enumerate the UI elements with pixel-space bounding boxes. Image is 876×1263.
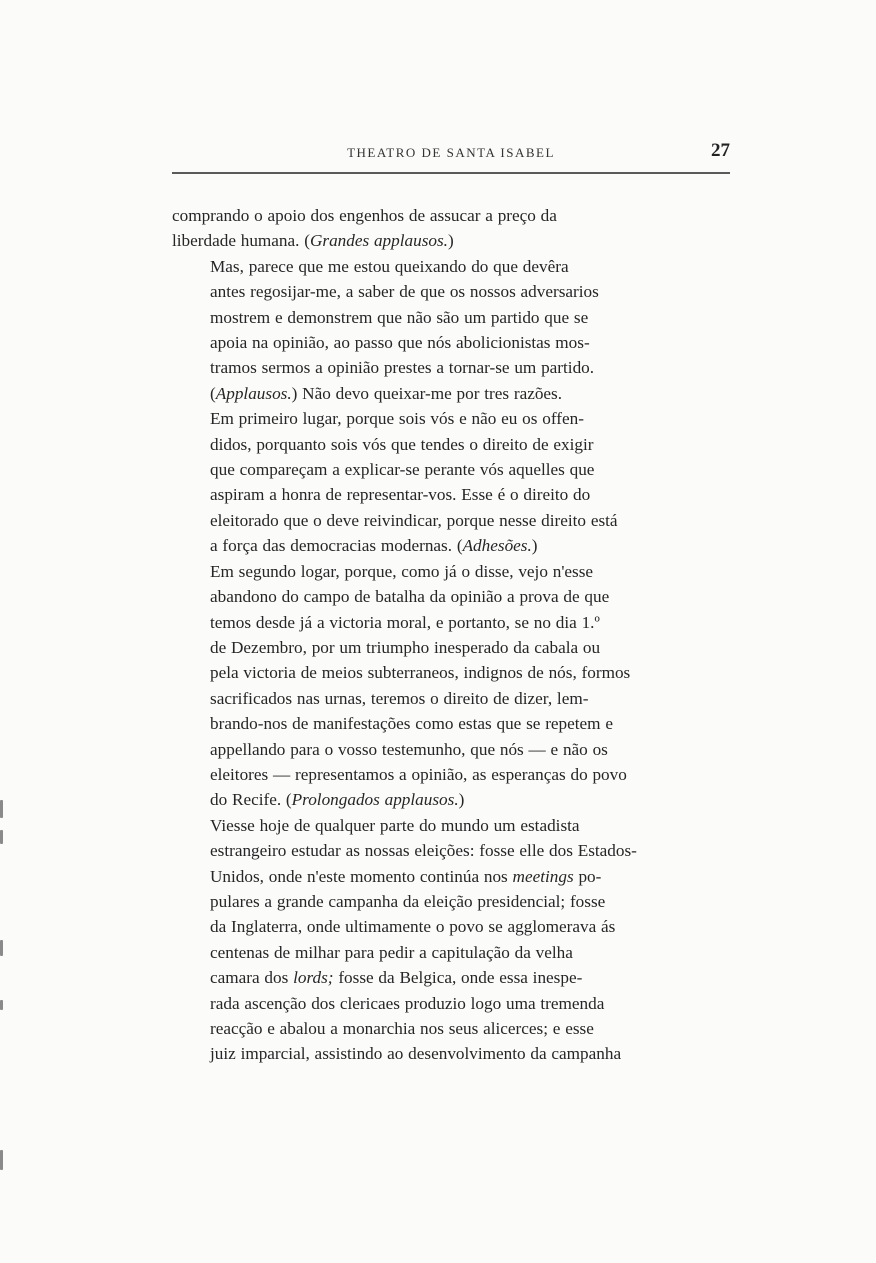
text-segment: a força das democracias modernas. ( [210,536,463,556]
body-text [172,203,730,1067]
paragraph [172,406,730,558]
text-segment: temos desde já a victoria moral, e portanto, se no dia 1.º [210,612,600,632]
binding-shadow-mark [0,830,3,844]
text-segment: ( [210,383,216,403]
text-segment: didos, porquanto sois vós que tendes o direito de exigir [210,434,594,454]
text-line [172,610,730,635]
italic-segment: Grandes applausos. [309,231,448,251]
text-segment: Em segundo logar, porque, como já o disse, vejo n'esse [210,561,594,581]
header-rule [172,172,730,174]
paragraph [172,254,730,406]
text-segment: da Inglaterra, onde ultimamente o povo se agglomerava ás [210,917,616,937]
text-segment: apoia na opinião, ao passo que nós abolicionistas mos- [210,333,590,353]
italic-segment: lords; [293,968,334,988]
text-segment: eleitorado que o deve reivindicar, porque nesse direito está [210,510,618,530]
text-segment: de Dezembro, por um triumpho inesperado da cabala ou [210,637,601,657]
text-segment: ) [531,536,538,556]
text-segment: Mas, parece que me estou queixando do que devêra [210,256,569,276]
paragraph [172,203,730,254]
text-segment: sacrificados nas urnas, teremos o direito de dizer, lem- [210,688,589,708]
italic-segment: Adhesões. [462,536,532,556]
text-segment: brando-nos de manifestações como estas que se repetem e [210,714,613,734]
binding-shadow-mark [0,1000,3,1010]
text-line [172,737,730,762]
text-line [172,660,730,685]
paragraph [172,813,730,1067]
italic-segment: Applausos. [215,383,292,403]
text-segment: Unidos, onde n'este momento continúa nos [210,866,513,886]
italic-segment: meetings [512,866,574,886]
text-line [172,432,730,457]
text-segment: aspiram a honra de representar-vos. Esse é o direito do [210,485,591,505]
text-segment: antes regosijar-me, a saber de que os nossos adversarios [210,282,599,302]
text-line [172,330,730,355]
text-line [172,355,730,380]
text-line [172,203,730,228]
text-segment: appellando para o vosso testemunho, que nós — e não os [210,739,608,759]
text-segment: ) Não devo queixar-me por tres razões. [291,383,563,403]
text-segment: reacção e abalou a monarchia nos seus alicerces; e esse [210,1019,594,1038]
text-segment: rada ascenção dos clericaes produzio logo uma tremenda [210,993,605,1013]
text-segment: tramos sermos a opinião prestes a tornar-se um partido. [210,358,595,378]
text-segment: do Recife. ( [210,790,292,810]
text-segment: que compareçam a explicar-se perante vós aquelles que [210,460,595,480]
text-line [172,965,730,990]
text-line [172,686,730,711]
text-line [172,457,730,482]
text-line [172,838,730,863]
text-segment: juiz imparcial, assistindo ao desenvolvimento da campanha [210,1044,622,1064]
text-line [172,762,730,787]
text-line [172,1041,730,1066]
text-line [172,864,730,889]
text-line [172,914,730,939]
text-segment: estrangeiro estudar as nossas eleições: fosse elle dos Estados- [210,841,637,861]
text-segment: camara dos [210,968,294,988]
text-line [172,1016,730,1041]
text-line [172,889,730,914]
running-title: THEATRO DE SANTA ISABEL [347,145,555,160]
text-line [172,279,730,304]
text-line [172,482,730,507]
text-line [172,228,730,253]
text-line [172,559,730,584]
text-segment: liberdade humana. ( [172,231,310,251]
page-number: 27 [711,140,730,161]
paragraph [172,559,730,813]
text-segment: comprando o apoio dos engenhos de assucar a preço da [172,206,557,225]
text-segment: ) [458,790,465,810]
text-line [172,711,730,736]
text-line [172,406,730,431]
text-line [172,991,730,1016]
text-line [172,381,730,406]
text-line [172,508,730,533]
text-segment: fosse da Belgica, onde essa inespe- [333,968,583,988]
text-line [172,635,730,660]
running-head [172,139,730,169]
text-segment: mostrem e demonstrem que não são um partido que se [210,307,589,327]
text-line [172,584,730,609]
text-segment: ) [447,231,454,251]
text-segment: pulares a grande campanha da eleição presidencial; fosse [210,891,606,911]
text-line [172,533,730,558]
text-line [172,940,730,965]
text-line [172,254,730,279]
text-line [172,305,730,330]
text-segment: pela victoria de meios subterraneos, indignos de nós, formos [210,663,631,683]
text-segment: abandono do campo de batalha da opinião a prova de que [210,587,610,607]
text-segment: Em primeiro lugar, porque sois vós e não eu os offen- [210,409,584,429]
text-segment: Viesse hoje de qualquer parte do mundo um estadista [210,815,580,835]
text-segment: eleitores — representamos a opinião, as esperanças do povo [210,764,627,784]
binding-shadow-mark [0,800,3,818]
text-segment: po- [573,866,602,886]
binding-shadow-mark [0,1150,3,1170]
italic-segment: Prolongados applausos. [291,790,459,810]
text-segment: centenas de milhar para pedir a capitulação da velha [210,942,573,962]
text-line [172,813,730,838]
binding-shadow-mark [0,940,3,956]
text-line [172,787,730,812]
